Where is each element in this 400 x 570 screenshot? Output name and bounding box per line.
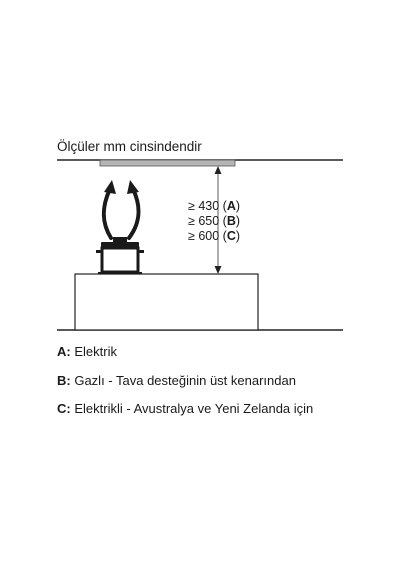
- vapor-arrowhead-right: [127, 180, 139, 194]
- legend-item-c: C: Elektrikli - Avustralya ve Yeni Zelanda için: [57, 401, 314, 416]
- legend-item-a: A: Elektrik: [57, 344, 117, 359]
- vapor-arrow-right: [129, 189, 139, 238]
- dimension-label-a: ≥ 430 (A): [188, 199, 241, 213]
- dimension-label-c: ≥ 600 (C): [188, 229, 241, 243]
- units-note: Ölçüler mm cinsindendir: [57, 139, 202, 154]
- dimension-arrow-bottom: [215, 266, 222, 274]
- dimension-label-b: ≥ 650 (B): [188, 214, 241, 228]
- cooker-hood: [100, 160, 235, 166]
- cooking-pot-icon: [96, 237, 144, 275]
- dimension-arrow-top: [215, 166, 222, 174]
- kitchen-cabinet: [75, 274, 258, 330]
- vapor-arrowhead-left: [104, 180, 116, 194]
- vapor-arrow-left: [104, 189, 111, 238]
- legend-item-b: B: Gazlı - Tava desteğinin üst kenarından: [57, 373, 296, 388]
